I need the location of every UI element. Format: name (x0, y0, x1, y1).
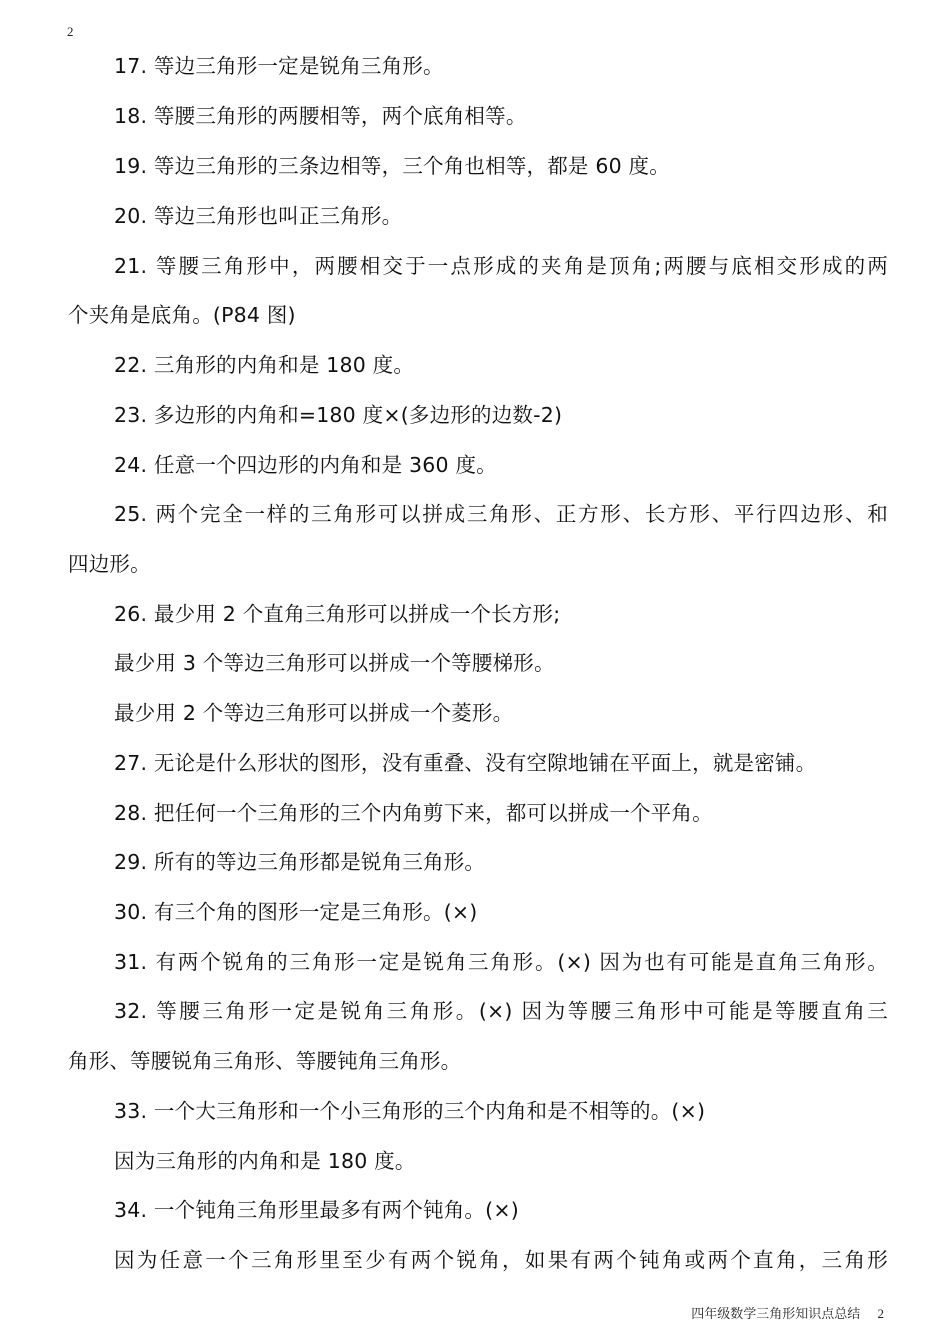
text-line: 31. 有两个锐角的三角形一定是锐角三角形。(×) 因为也有可能是直角三角形。 (114, 950, 888, 974)
text-line: 22. 三角形的内角和是 180 度。 (114, 353, 415, 377)
text-line: 因为任意一个三角形里至少有两个锐角，如果有两个钝角或两个直角，三角形 (114, 1248, 888, 1272)
text-line: 27. 无论是什么形状的图形，没有重叠、没有空隙地铺在平面上，就是密铺。 (114, 751, 817, 775)
text-line: 角形、等腰锐角三角形、等腰钝角三角形。 (68, 1049, 462, 1073)
text-line: 最少用 2 个等边三角形可以拼成一个菱形。 (114, 701, 514, 725)
text-line: 33. 一个大三角形和一个小三角形的三个内角和是不相等的。(×) (114, 1099, 706, 1123)
text-line: 因为三角形的内角和是 180 度。 (114, 1149, 416, 1173)
text-line: 26. 最少用 2 个直角三角形可以拼成一个长方形; (114, 602, 561, 626)
text-line: 19. 等边三角形的三条边相等，三个角也相等，都是 60 度。 (114, 154, 670, 178)
page-footer (677, 1303, 884, 1322)
text-line: 20. 等边三角形也叫正三角形。 (114, 204, 403, 228)
text-line: 28. 把任何一个三角形的三个内角剪下来，都可以拼成一个平角。 (114, 801, 713, 825)
text-line: 32. 等腰三角形一定是锐角三角形。(×) 因为等腰三角形中可能是等腰直角三 (114, 999, 888, 1023)
text-line: 24. 任意一个四边形的内角和是 360 度。 (114, 453, 497, 477)
text-line: 30. 有三个角的图形一定是三角形。(×) (114, 900, 478, 924)
text-line: 23. 多边形的内角和=180 度×(多边形的边数-2) (114, 403, 563, 427)
page-number-top: 2 (67, 24, 74, 39)
text-line: 18. 等腰三角形的两腰相等，两个底角相等。 (114, 104, 527, 128)
text-line: 四边形。 (68, 552, 151, 576)
text-line: 17. 等边三角形一定是锐角三角形。 (114, 54, 444, 78)
footer-page-number: 2 (877, 1306, 884, 1321)
text-line: 29. 所有的等边三角形都是锐角三角形。 (114, 850, 486, 874)
text-line: 最少用 3 个等边三角形可以拼成一个等腰梯形。 (114, 651, 555, 675)
text-line: 个夹角是底角。(P84 图) (68, 303, 296, 327)
footer-title: 四年级数学三角形知识点总结 (691, 1306, 861, 1321)
text-line: 25. 两个完全一样的三角形可以拼成三角形、正方形、长方形、平行四边形、和 (114, 502, 888, 526)
text-line: 34. 一个钝角三角形里最多有两个钝角。(×) (114, 1198, 519, 1222)
text-line: 21. 等腰三角形中，两腰相交于一点形成的夹角是顶角;两腰与底相交形成的两 (114, 254, 888, 278)
